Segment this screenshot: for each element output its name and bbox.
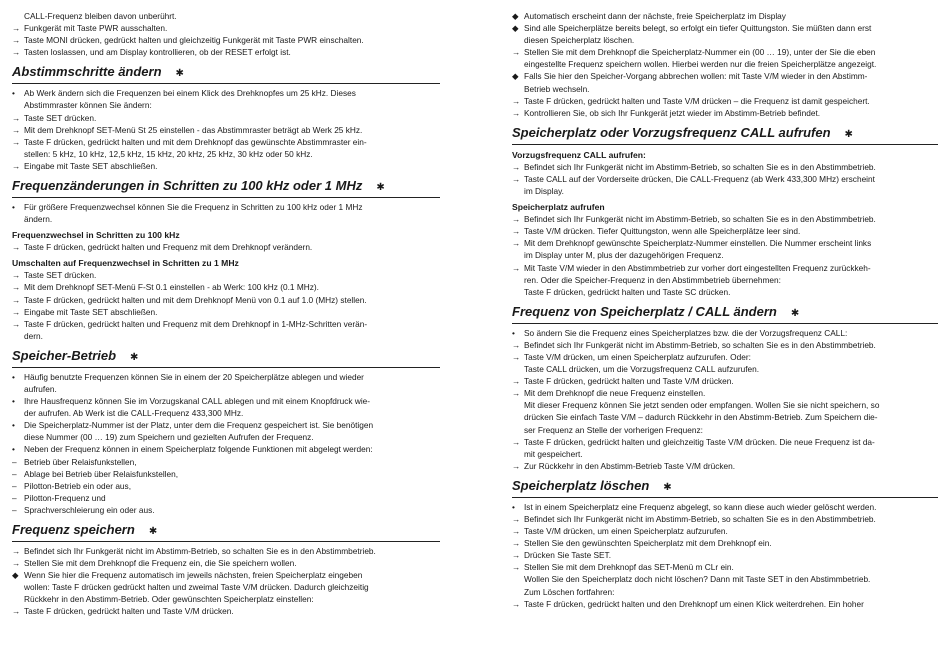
text-line [12,383,440,395]
line-text: Mit dem Drehknopf die neue Frequenz einstellen. [524,388,706,399]
line-text: Taste F drücken, gedrückt halten und Taste V/M drücken – die Frequenz ist damit gespeichert. [524,95,870,106]
line-text: Eingabe mit Taste SET abschließen. [24,306,158,317]
text-line [12,136,440,148]
dot-bullet-icon: • [12,396,15,407]
line-text: Falls Sie hier den Speicher-Vorgang abbrechen wollen: mit Taste V/M wieder in den Abstimm- [524,71,868,82]
line-text: Stellen Sie den gewünschten Speicherplatz mit dem Drehknopf ein. [524,538,772,549]
line-text: aufrufen. [24,383,57,394]
arrow-bullet-icon: → [12,112,21,123]
line-text: Stellen Sie mit dem Drehknopf die Speicherplatz-Nummer ein (00 … 19), unter der Sie die eben [524,47,876,58]
diamond-bullet-icon: ◆ [12,570,19,581]
arrow-bullet-icon: → [12,270,21,281]
line-text: Eingabe mit Taste SET abschließen. [24,160,158,171]
asterisk-icon: ✱ [130,351,139,363]
subheading: Umschalten auf Frequenzwechsel in Schritten zu 1 MHz [12,258,239,269]
text-line [512,351,938,363]
line-text: Ablage bei Betrieb über Relaisfunkstellen, [24,468,179,479]
arrow-bullet-icon: → [12,306,21,317]
line-text: Ist in einem Speicherplatz eine Frequenz abgelegt, so kann diese auch wieder gelöscht werden. [524,501,877,512]
text-line [12,148,440,160]
text-line [12,395,440,407]
line-text: stellen: 5 kHz, 10 kHz, 12,5 kHz, 15 kHz, 20 kHz, 25 kHz, 30 kHz oder 50 kHz. [24,148,313,159]
line-text: Taste F drücken, gedrückt halten und mit dem Drehknopf das gewünschte Abstimmraster ein- [24,136,367,147]
subheading: Vorzugsfrequenz CALL aufrufen: [512,149,646,160]
arrow-bullet-icon: → [12,47,21,58]
arrow-bullet-icon: → [512,436,521,447]
text-line [512,161,938,173]
asterisk-icon: ✱ [148,526,158,537]
line-text: mit gespeichert. [524,448,583,459]
text-line [12,569,440,581]
text-line [12,545,440,557]
text-line [512,537,938,549]
line-text: Abstimmraster können Sie ändern: [24,100,152,111]
arrow-bullet-icon: → [512,107,521,118]
line-text: Taste F drücken, gedrückt halten und Taste SC drücken. [524,286,731,297]
text-line [12,294,440,306]
text-line [12,160,440,172]
line-text: Taste SET drücken. [24,112,97,123]
section-heading [12,347,440,368]
line-text: Ab Werk ändern sich die Frequenzen bei einem Klick des Drehknopfes um 25 kHz. Dieses [24,88,356,99]
text-line [12,407,440,419]
line-text: Taste CALL drücken, um die Vorzugsfrequenz CALL aufzurufen. [524,364,760,375]
line-text: So ändern Sie die Frequenz eines Speicherplatzes bzw. die der Vorzugsfrequenz CALL: [524,327,848,338]
section-heading [12,521,440,542]
line-text: im Display unter M, plus der dazugehörigen Frequenz. [524,250,724,261]
arrow-bullet-icon: → [12,242,21,253]
arrow-bullet-icon: → [512,562,521,573]
dot-bullet-icon: • [512,501,515,512]
arrow-bullet-icon: → [512,376,521,387]
arrow-bullet-icon: → [512,47,521,58]
line-text: diese Nummer (00 … 19) zum Speichern und gezielten Aufrufen der Frequenz. [24,432,314,443]
line-text: Taste SET drücken. [24,270,97,281]
arrow-bullet-icon: → [12,558,21,569]
text-line [12,201,440,213]
line-text: Sind alle Speicherplätze bereits belegt, so erfolgt ein tiefer Quittungston. Sie müßten dann erst [524,23,872,34]
text-line [512,22,938,34]
dash-bullet-icon: – [12,504,17,515]
subheading: Speicherplatz aufrufen [512,202,605,213]
line-text: Kontrollieren Sie, ob sich Ihr Funkgerät jetzt wieder im Abstimm-Betrieb befindet. [524,107,821,118]
line-text: Betrieb wechseln. [524,83,590,94]
arrow-bullet-icon: → [512,226,521,237]
section-heading [512,124,938,145]
line-text: Betrieb über Relaisfunkstellen, [24,456,137,467]
arrow-bullet-icon: → [12,136,21,147]
line-text: Zum Löschen fortfahren: [524,586,615,597]
text-line [512,448,938,460]
line-text: Befindet sich Ihr Funkgerät nicht im Abstimm-Betrieb, so schalten Sie es in den Abstimmbetrieb. [524,339,876,350]
subheading: Frequenzwechsel in Schritten zu 100 kHz [12,230,180,241]
diamond-bullet-icon: ◆ [512,71,519,82]
arrow-bullet-icon: → [512,161,521,172]
line-text: dern. [24,330,43,341]
text-line [12,557,440,569]
dash-bullet-icon: – [12,492,17,503]
arrow-bullet-icon: → [12,294,21,305]
arrow-bullet-icon: → [512,460,521,471]
line-text: Zur Rückkehr in den Abstimm-Betrieb Taste V/M drücken. [524,460,736,471]
section-heading-text: Speicher-Betrieb [12,347,117,363]
line-text: drücken Sie einfach Taste V/M – dadurch Rückkehr in den Abstimm-Betrieb. Zum Speichern die- [524,412,878,423]
dash-bullet-icon: – [12,468,17,479]
line-text: Pilotton-Betrieb ein oder aus, [24,480,132,491]
arrow-bullet-icon: → [512,95,521,106]
text-line [12,10,440,22]
line-text: Ihre Hausfrequenz können Sie im Vorzugskanal CALL ablegen und mit einem Knopfdruck wie- [24,396,371,407]
line-text: Mit dem Drehknopf gewünschte Speicherplatz-Nummer einstellen. Die Nummer erscheint links [524,238,872,249]
section-heading [12,177,440,198]
line-text: ser Frequenz an Stelle der vorherigen Frequenz: [524,424,703,435]
text-line [512,561,938,573]
text-line [512,375,938,387]
asterisk-icon: ✱ [663,481,672,493]
text-line [12,431,440,443]
text-line [512,262,938,274]
text-line [12,124,440,136]
text-line [512,363,938,375]
line-text: Mit dieser Frequenz können Sie jetzt senden oder empfangen. Wollen Sie sie nicht speichern, so [524,400,880,411]
line-text: Für größere Frequenzwechsel können Sie die Frequenz in Schritten zu 100 kHz oder 1 MHz [24,202,363,213]
line-text: Rückkehr in den Abstimm-Betrieb. Oder gewünschten Speicherplatz einstellen: [24,594,314,605]
line-text: Drücken Sie Taste SET. [524,550,612,561]
arrow-bullet-icon: → [512,538,521,549]
right-column [512,10,938,610]
text-line [512,501,938,513]
section-heading [512,477,938,498]
text-line [512,573,938,585]
arrow-bullet-icon: → [512,173,521,184]
text-line [512,58,938,70]
line-text: Taste CALL auf der Vorderseite drücken, Die CALL-Frequenz (ab Werk 433,300 MHz) erscheint [524,173,875,184]
line-text: Befindet sich Ihr Funkgerät nicht im Abstimm-Betrieb, so schalten Sie es in den Abstimmbetrieb. [524,214,876,225]
text-line [12,22,440,34]
text-line [12,605,440,617]
line-text: Wollen Sie den Speicherplatz doch nicht löschen? Dann mit Taste SET in den Abstimmbetrieb. [524,574,871,585]
text-line [512,411,938,423]
line-text: Funkgerät mit Taste PWR ausschalten. [24,23,168,34]
dot-bullet-icon: • [12,202,15,213]
diamond-bullet-icon: ◆ [512,23,519,34]
section-heading [12,63,440,84]
text-line [512,10,938,22]
arrow-bullet-icon: → [12,124,21,135]
arrow-bullet-icon: → [512,550,521,561]
text-line [512,424,938,436]
section-heading-text: Frequenz speichern [12,522,135,537]
arrow-bullet-icon: → [12,23,21,34]
text-line [512,274,938,286]
asterisk-icon: ✱ [844,128,853,140]
dash-bullet-icon: – [12,480,17,491]
asterisk-icon: ✱ [790,307,800,319]
line-text: ren. Oder die Speicher-Frequenz in den Abstimmbetrieb übernehmen: [524,274,781,285]
line-text: Mit dem Drehknopf SET-Menü F-St 0.1 einstellen - ab Werk: 100 kHz (0.1 MHz). [24,282,319,293]
text-line [512,249,938,261]
line-text: Taste F drücken, gedrückt halten und Taste V/M drücken. [24,606,234,617]
arrow-bullet-icon: → [12,282,21,293]
text-line [12,99,440,111]
arrow-bullet-icon: → [512,388,521,399]
text-line [512,237,938,249]
section-heading-text: Speicherplatz oder Vorzugsfrequenz CALL aufrufen [512,124,831,140]
line-text: Befindet sich Ihr Funkgerät nicht im Abstimm-Betrieb, so schalten Sie es in den Abstimmbetrieb. [24,546,376,556]
text-line [12,281,440,293]
left-column [12,10,440,618]
line-text: im Display. [524,186,564,197]
text-line [12,213,440,225]
text-line [512,387,938,399]
text-line [12,456,440,468]
line-text: ändern. [24,214,53,225]
line-text: Taste F drücken, gedrückt halten und Frequenz mit dem Drehknopf in 1-MHz-Schritten verän- [24,318,368,329]
line-text: Taste F drücken, gedrückt halten und gleichzeitig Taste V/M drücken. Die neue Frequenz ist da- [524,436,875,447]
arrow-bullet-icon: → [12,318,21,329]
text-line [512,83,938,95]
text-line [12,46,440,58]
line-text: Sprachverschleierung ein oder aus. [24,504,155,515]
text-line [512,549,938,561]
arrow-bullet-icon: → [12,606,21,617]
text-line [12,371,440,383]
line-text: Neben der Frequenz können in einem Speicherplatz folgende Funktionen mit abgelegt werden: [24,444,373,455]
section-heading-text: Speicherplatz löschen [512,477,650,493]
line-text: Taste F drücken, gedrückt halten und mit dem Drehknopf Menü von 0.1 auf 1.0 (MHz) stellen. [24,294,367,305]
arrow-bullet-icon: → [512,238,521,249]
arrow-bullet-icon: → [512,526,521,537]
text-line [12,504,440,516]
arrow-bullet-icon: → [512,351,521,362]
section-heading-text: Frequenzänderungen in Schritten zu 100 kHz oder 1 MHz [12,178,363,194]
diamond-bullet-icon: ◆ [512,11,519,21]
line-text: Stellen Sie mit dem Drehknopf das SET-Menü m CLr ein. [524,562,734,573]
line-text: Befindet sich Ihr Funkgerät nicht im Abstimm-Betrieb, so schalten Sie es in den Abstimmbetrieb. [524,514,876,524]
text-line [512,213,938,225]
text-line [512,107,938,119]
line-text: Die Speicherplatz-Nummer ist der Platz, unter dem die Frequenz gespeichert ist. Sie benötigen [24,420,374,431]
section-heading-text: Abstimmschritte ändern [12,64,162,80]
arrow-bullet-icon: → [512,262,521,273]
text-line [512,460,938,472]
line-text: Wenn Sie hier die Frequenz automatisch im jeweils nächsten, freien Speicherplatz eingeben [24,570,363,581]
text-line [12,87,440,99]
text-line [512,339,938,351]
text-line [12,34,440,46]
text-line [12,443,440,455]
text-line [12,480,440,492]
text-line [512,436,938,448]
line-text: Taste V/M drücken, um einen Speicherplatz aufzurufen. Oder: [524,351,751,362]
text-line [512,225,938,237]
line-text: Automatisch erscheint dann der nächste, freie Speicherplatz im Display [524,11,786,21]
text-line [12,581,440,593]
dot-bullet-icon: • [12,88,15,99]
text-line [512,598,938,610]
text-line [12,419,440,431]
text-line [12,306,440,318]
text-line [12,241,440,253]
text-line [12,330,440,342]
arrow-bullet-icon: → [12,546,21,556]
arrow-bullet-icon: → [12,35,21,46]
line-text: Pilotton-Frequenz und [24,492,106,503]
dot-bullet-icon: • [12,371,15,382]
asterisk-icon: ✱ [175,68,184,80]
text-line [12,318,440,330]
line-text: CALL-Frequenz bleiben davon unberührt. [24,11,177,21]
section-heading-text: Frequenz von Speicherplatz / CALL ändern [512,303,777,319]
text-line [512,327,938,339]
line-text: Häufig benutzte Frequenzen können Sie in einem der 20 Speicherplätze ablegen und wieder [24,371,364,382]
arrow-bullet-icon: → [512,214,521,225]
line-text: Taste V/M drücken. Tiefer Quittungston, wenn alle Speicherplätze leer sind. [524,226,801,237]
text-line [512,586,938,598]
line-text: Taste F drücken, gedrückt halten und Taste V/M drücken. [524,376,734,387]
text-line [12,492,440,504]
text-line [12,593,440,605]
line-text: diesen Speicherplatz löschen. [524,35,635,46]
text-line [512,46,938,58]
arrow-bullet-icon: → [512,514,521,524]
text-line [512,399,938,411]
arrow-bullet-icon: → [12,160,21,171]
line-text: Mit dem Drehknopf SET-Menü St 25 einstellen - das Abstimmraster beträgt ab Werk 25 kHz. [24,124,363,135]
line-text: Taste F drücken, gedrückt halten und Frequenz mit dem Drehknopf verändern. [24,242,313,253]
dot-bullet-icon: • [12,420,15,431]
line-text: Taste F drücken, gedrückt halten und den Drehknopf um einen Klick weiterdrehen. Ein hoher [524,598,864,609]
line-text: Taste V/M drücken, um einen Speicherplatz aufzurufen. [524,526,728,537]
asterisk-icon: ✱ [376,182,385,194]
line-text: wollen: Taste F drücken gedrückt halten und zweimal Taste V/M drücken. Dadurch gleichzeitig [24,582,369,593]
text-line [512,173,938,185]
text-line [12,269,440,281]
arrow-bullet-icon: → [512,339,521,350]
line-text: Tasten loslassen, und am Display kontrollieren, ob der RESET erfolgt ist. [24,47,291,58]
text-line [12,468,440,480]
line-text: Stellen Sie mit dem Drehknopf die Frequenz ein, die Sie speichern wollen. [24,558,297,569]
line-text: Befindet sich Ihr Funkgerät nicht im Abstimm-Betrieb, so schalten Sie es in den Abstimmbetrieb. [524,161,876,172]
dot-bullet-icon: • [512,327,515,338]
text-line [512,286,938,298]
line-text: der aufrufen. Ab Werk ist die CALL-Frequenz 433,300 MHz. [24,408,244,419]
line-text: Mit Taste V/M wieder in den Abstimmbetrieb zur vorher dort eingestellten Frequenz zurückkeh- [524,262,871,273]
text-line [512,185,938,197]
dash-bullet-icon: – [12,456,17,467]
text-line [512,70,938,82]
section-heading [512,303,938,324]
text-line [512,525,938,537]
text-line [12,112,440,124]
text-line [512,95,938,107]
arrow-bullet-icon: → [512,598,521,609]
dot-bullet-icon: • [12,444,15,455]
line-text: eingestellte Frequenz speichern wollen. Hierbei werden nur die freien Speicherplätze angezeigt. [524,59,877,70]
line-text: Taste MONI drücken, gedrückt halten und gleichzeitig Funkgerät mit Taste PWR einschalten. [24,35,364,46]
text-line [512,34,938,46]
text-line [512,513,938,525]
